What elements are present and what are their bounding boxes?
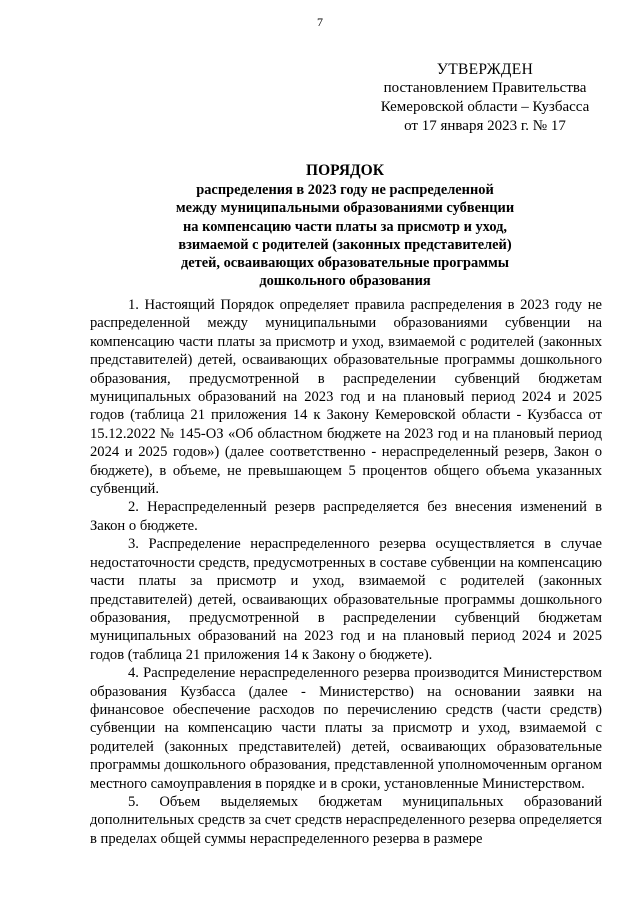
document-title — [90, 162, 600, 290]
paragraph-4: 4. Распределение нераспределенного резерва производится Министерством образования Кузбасса (далее - Министерство) на основании заявки на финансовое обеспечение расходов по перечислению средств (части средств) субвенции на компенсацию части платы за присмотр и уход, взимаемой с родителей (законных представителей) детей, осваивающих образовательные программы дошкольного образования, представленной уполномоченным органом местного самоуправления в порядке и в сроки, установленные Министерством. — [90, 665, 602, 792]
document-body — [90, 296, 602, 848]
page-number: 7 — [317, 15, 323, 29]
title-line: взимаемой с родителей (законных представителей) — [178, 236, 512, 253]
approval-line: Кемеровской области – Кузбасса — [380, 99, 590, 115]
approval-line: от 17 января 2023 г. № 17 — [404, 118, 566, 134]
title-line: детей, осваивающих образовательные программы — [180, 255, 510, 272]
title-line: распределения в 2023 году не распределенной — [196, 182, 494, 199]
title-line: на компенсацию части платы за присмотр и уход, — [183, 218, 507, 235]
paragraph-1: 1. Настоящий Порядок определяет правила распределения в 2023 году не распределенной между муниципальными образованиями субвенции на компенсацию части платы за присмотр и уход, взимаемой с родителей (законных представителей) детей, осваивающих образовательные программы дошкольного образования, предусмотренной в распределении субвенций бюджетам муниципальных образований на 2023 год и на плановый период 2024 и 2025 годов (таблица 21 приложения 14 к Закону Кемеровской области - Кузбасса от 15.12.2022 № 145-ОЗ «Об областном бюджете на 2023 год и на плановый период 2024 и 2025 годов») (далее соответственно - нераспределенный резерв, Закон о бюджете), в объеме, не превышающем 5 процентов общего объема указанных субвенций. — [90, 297, 602, 498]
title-heading: ПОРЯДОК — [306, 162, 384, 179]
paragraph-5: 5. Объем выделяемых бюджетам муниципальных образований дополнительных средств за счет средств нераспределенного резерва определяется в пределах общей суммы нераспределенного резерва в размере — [90, 793, 602, 847]
approval-heading: УТВЕРЖДЕН — [436, 61, 534, 78]
title-line: между муниципальными образованиями субвенции — [175, 200, 515, 217]
paragraph-3: 3. Распределение нераспределенного резерва осуществляется в случае недостаточности средств, предусмотренных в составе субвенции на компенсацию части платы за присмотр и уход, взимаемой с родителей (законных представителей) детей, осваивающих образовательные программы дошкольного образования, предусмотренной в распределении субвенций бюджетам муниципальных образований на 2023 год и на плановый период 2024 и 2025 годов (таблица 21 приложения 14 к Закону о бюджете). — [90, 536, 602, 663]
paragraph-2: 2. Нераспределенный резерв распределяется без внесения изменений в Закон о бюджете. — [90, 499, 602, 534]
approval-block — [360, 60, 610, 136]
title-line: дошкольного образования — [259, 273, 431, 290]
approval-line: постановлением Правительства — [383, 80, 587, 96]
